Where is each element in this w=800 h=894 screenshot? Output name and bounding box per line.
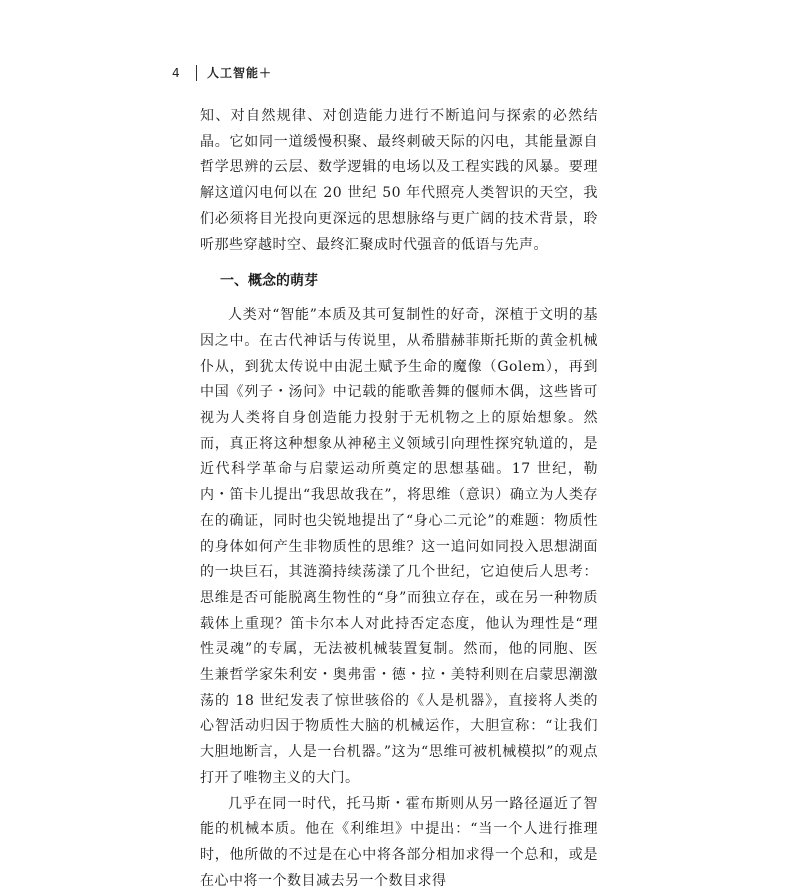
running-header (172, 64, 272, 81)
book-title: 人工智能＋ (207, 66, 273, 80)
body-text (200, 104, 598, 894)
paragraph-continued: 知、对自然规律、对创造能力进行不断追问与探索的必然结晶。它如同一道缓慢积聚、最终刺破天际的闪电，其能量源自哲学思辨的云层、数学逻辑的电场以及工程实践的风暴。要理解这道闪电何以在 20 世纪 50 年代照亮人类智识的天空，我们必须将目光投向更深远的思想脉络与更广阔的技术背景，聆听那些穿越时空、最终汇聚成时代强音的低语与先声。 (200, 108, 598, 253)
paragraph: 人类对“智能”本质及其可复制性的好奇，深植于文明的基因之中。在古代神话与传说里，从希腊赫菲斯托斯的黄金机械仆从，到犹太传说中由泥土赋予生命的魔像（Golem），再到中国《列子・汤问》中记载的能歌善舞的偃师木偶，这些皆可视为人类将自身创造能力投射于无机物之上的原始想象。然而，真正将这种想象从神秘主义领域引向理性探究轨道的，是近代科学革命与启蒙运动所奠定的思想基础。17 世纪，勒内・笛卡儿提出“我思故我在”，将思维（意识）确立为人类存在的确证，同时也尖锐地提出了“身心二元论”的难题：物质性的身体如何产生非物质性的思维？这一追问如同投入思想湖面的一块巨石，其涟漪持续荡漾了几个世纪，它迫使后人思考：思维是否可能脱离生物性的“身”而独立存在，或在另一种物质载体上重现？笛卡尔本人对此持否定态度，他认为理性是“理性灵魂”的专属，无法被机械装置复制。然而，他的同胞、医生兼哲学家朱利安・奥弗雷・德・拉・美特利则在启蒙思潮激荡的 18 世纪发表了惊世骇俗的《人是机器》，直接将人类的心智活动归因于物质性大脑的机械运作，大胆宣称：“让我们大胆地断言，人是一台机器。”这为“思维可被机械模拟”的观点打开了唯物主义的大门。 (200, 307, 598, 786)
section-heading: 一、概念的萌芽 (220, 273, 318, 290)
page-number: 4 (172, 65, 180, 80)
paragraph: 几乎在同一时代，托马斯・霍布斯则从另一路径逼近了智能的机械本质。他在《利维坦》中提出：“当一个人进行推理时，他所做的不过是在心中将各部分相加求得一个总和，或是在心中将一个数目减去另一个数目求得 (200, 795, 598, 889)
header-divider (196, 65, 197, 81)
